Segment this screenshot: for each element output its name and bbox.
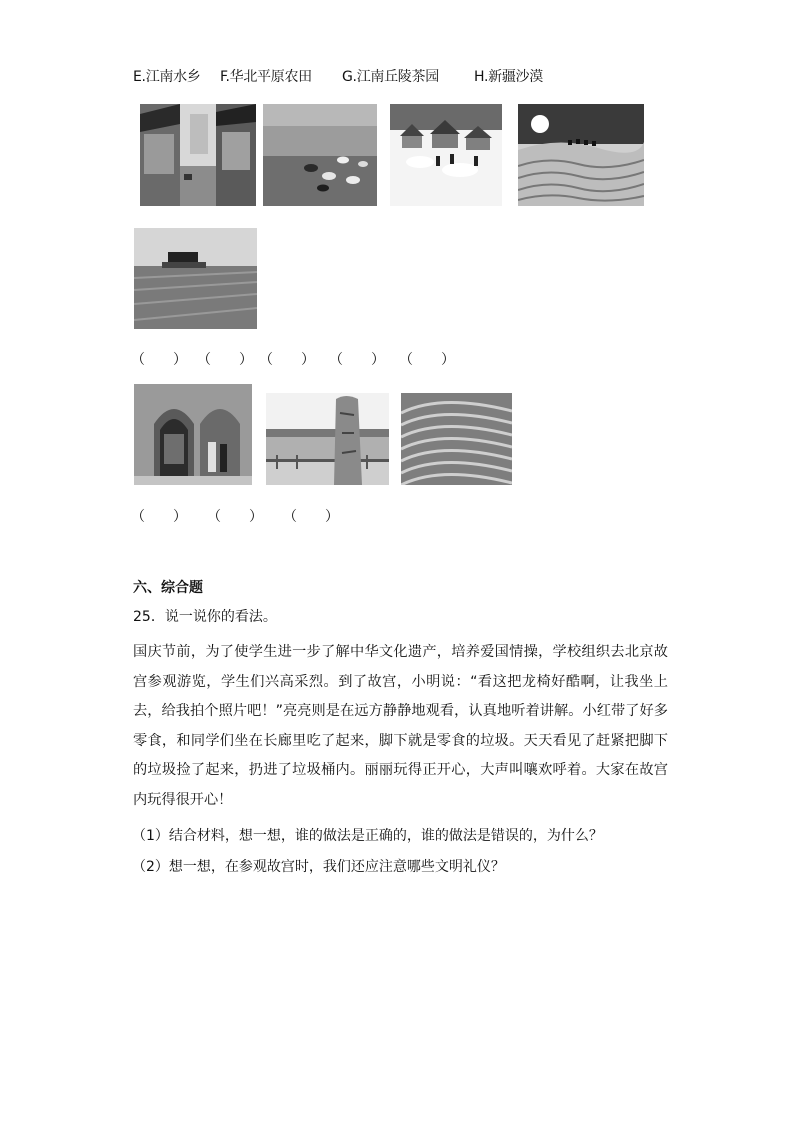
question-title: 25．说一说你的看法。	[133, 609, 277, 625]
snow-village-photo	[390, 104, 502, 206]
terraced-hills-photo	[401, 393, 512, 485]
wheat-harvest-photo	[134, 228, 257, 329]
option-f: F.华北平原农田	[220, 69, 312, 85]
option-g: G.江南丘陵茶园	[342, 69, 439, 85]
answer-blank[interactable]: （ ）	[197, 352, 253, 368]
sub-question-1: （1）结合材料，想一想，谁的做法是正确的，谁的做法是错误的，为什么？	[132, 828, 603, 844]
grassland-herd-photo	[263, 104, 377, 206]
answer-blank[interactable]: （ ）	[329, 352, 385, 368]
answer-blank[interactable]: （ ）	[131, 352, 187, 368]
desert-camel-photo	[518, 104, 644, 206]
answer-blank[interactable]: （ ）	[399, 352, 455, 368]
scenic-stone-tablet-photo	[266, 393, 389, 485]
answer-blank[interactable]: （ ）	[259, 352, 315, 368]
section-title: 六、综合题	[133, 580, 203, 596]
answer-blank[interactable]: （ ）	[283, 509, 339, 525]
cave-dwelling-photo	[134, 384, 252, 485]
location-options	[133, 66, 543, 86]
answer-blanks-row-1	[131, 349, 455, 369]
sub-question-2: （2）想一想，在参观故宫时，我们还应注意哪些文明礼仪？	[132, 859, 505, 875]
option-e: E.江南水乡	[133, 69, 201, 85]
answer-blanks-row-2	[131, 506, 339, 526]
answer-blank[interactable]: （ ）	[207, 509, 263, 525]
answer-blank[interactable]: （ ）	[131, 509, 187, 525]
water-town-photo	[140, 104, 256, 206]
question-material: 国庆节前，为了使学生进一步了解中华文化遗产，培养爱国情操，学校组织去北京故宫参观游览，学生们兴高采烈。到了故宫，小明说：“看这把龙椅好酷啊，让我坐上去，给我拍个照片吧！”亮亮则是在远方静静地观看，认真地听着讲解。小红带了好多零食，和同学们坐在长廊里吃了起来，脚下就是零食的垃圾。天天看见了赶紧把脚下的垃圾捡了起来，扔进了垃圾桶内。丽丽玩得正开心，大声叫嚷欢呼着。大家在故宫内玩得很开心！	[133, 644, 668, 808]
option-h: H.新疆沙漠	[474, 69, 543, 85]
